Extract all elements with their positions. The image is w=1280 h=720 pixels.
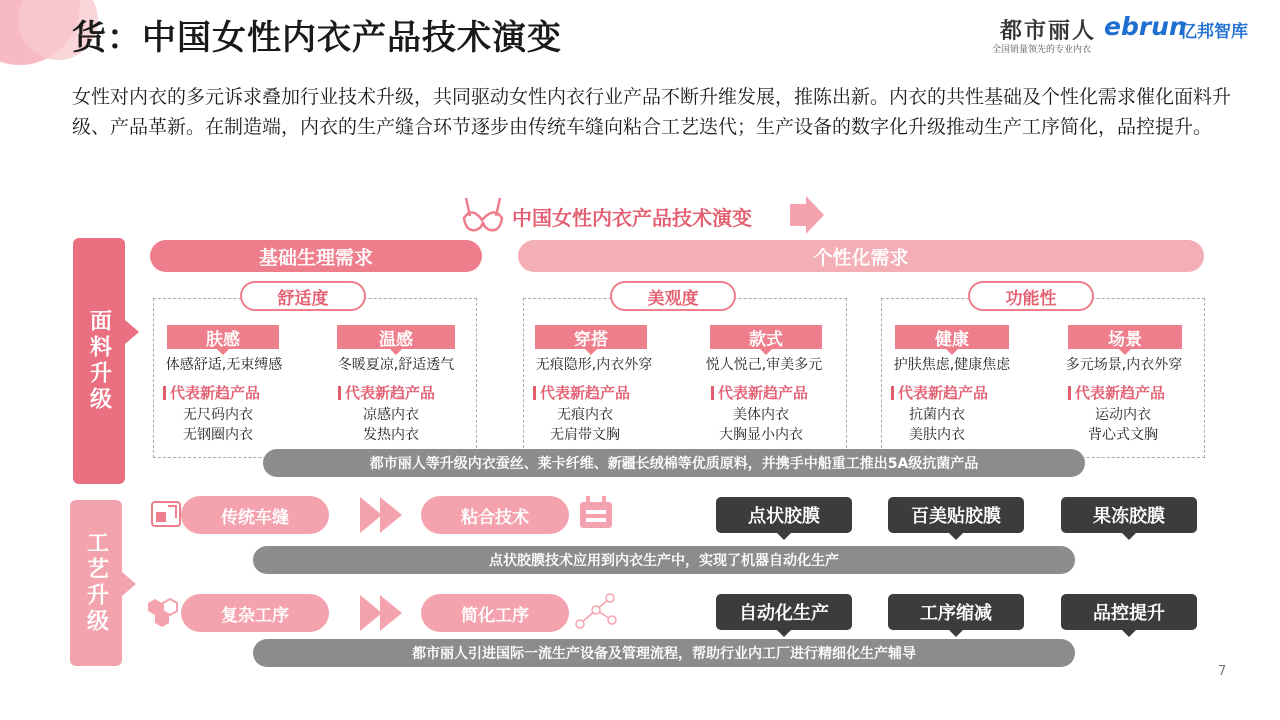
complex-process-pill: 复杂工序 [181, 594, 329, 632]
feature-tag: 健康 [895, 325, 1009, 349]
product-item: 无钢圈内衣 [183, 427, 253, 443]
product-item: 抗菌内衣 [909, 407, 965, 423]
product-item: 美肤内衣 [909, 427, 965, 443]
feature-tag: 穿搭 [535, 325, 647, 349]
result-quality-control: 品控提升 [1061, 594, 1197, 630]
feature-desc: 悦人悦己,审美多元 [705, 357, 823, 373]
group-label-comfort: 舒适度 [240, 281, 366, 311]
page-number: 7 [1218, 664, 1227, 679]
machine-icon [576, 494, 616, 534]
rep-label: 代表新趋产品 [533, 382, 630, 403]
product-item: 无痕内衣 [557, 407, 613, 423]
traditional-sewing-pill: 传统车缝 [181, 496, 329, 534]
chevron-right-icon [380, 595, 402, 631]
result-automation: 自动化生产 [716, 594, 852, 630]
feature-tag: 肤感 [167, 325, 279, 349]
feature-desc: 多元场景,内衣外穿 [1065, 357, 1183, 373]
rep-label: 代表新趋产品 [163, 382, 260, 403]
process-note-bar: 都市丽人引进国际一流生产设备及管理流程，帮助行业内工厂进行精细化生产辅导 [253, 639, 1075, 667]
intro-paragraph: 女性对内衣的多元诉求叠加行业技术升级，共同驱动女性内衣行业产品不断升维发展，推陈出新。内衣的共性基础及个性化需求催化面料升级、产品革新。在制造端，内衣的生产缝合环节逐步由传统车缝向粘合工艺迭代；生产设备的数字化升级推动生产工序简化，品控提升。 [72, 86, 1232, 138]
result-step-reduction: 工序缩减 [888, 594, 1024, 630]
group-label-appearance: 美观度 [610, 281, 736, 311]
result-baimei-film: 百美贴胶膜 [888, 497, 1024, 533]
product-item: 美体内衣 [733, 407, 789, 423]
feature-desc: 护肤焦虑,健康焦虑 [893, 357, 1011, 373]
product-item: 大胸显小内衣 [719, 427, 803, 443]
chevron-right-icon [360, 497, 382, 533]
network-icon [574, 592, 618, 630]
product-item: 背心式文胸 [1088, 427, 1158, 443]
feature-tag: 场景 [1068, 325, 1182, 349]
side-label-fabric: 面料升级 [73, 238, 125, 484]
rep-label: 代表新趋产品 [338, 382, 435, 403]
bonding-tech-pill: 粘合技术 [421, 496, 569, 534]
side-pointer [125, 320, 139, 344]
diagram-title: 中国女性内衣产品技术演变 [512, 206, 752, 230]
result-jelly-film: 果冻胶膜 [1061, 497, 1197, 533]
partner-name: 亿邦智库 [1180, 22, 1248, 42]
feature-desc: 冬暖夏凉,舒适透气 [337, 357, 455, 373]
side-pointer [122, 572, 136, 596]
feature-desc: 无痕隐形,内衣外穿 [535, 357, 653, 373]
brand-logo: 都市丽人 [1000, 19, 1097, 44]
product-item: 无尺码内衣 [183, 407, 253, 423]
partner-logo: ebrun [1104, 12, 1187, 41]
chevron-right-icon [380, 497, 402, 533]
bra-icon [460, 194, 506, 236]
group-label-function: 功能性 [968, 281, 1094, 311]
page-title: 货：中国女性内衣产品技术演变 [72, 18, 562, 58]
result-dot-film: 点状胶膜 [716, 497, 852, 533]
arrow-right-icon [790, 196, 826, 234]
product-item: 运动内衣 [1095, 407, 1151, 423]
product-item: 凉感内衣 [363, 407, 419, 423]
feature-desc: 体感舒适,无束缚感 [165, 357, 283, 373]
feature-tag: 温感 [337, 325, 455, 349]
rep-label: 代表新趋产品 [891, 382, 988, 403]
basic-needs-bar: 基础生理需求 [150, 240, 482, 272]
sewing-machine-icon [150, 498, 182, 530]
personal-needs-bar: 个性化需求 [518, 240, 1204, 272]
product-item: 发热内衣 [363, 427, 419, 443]
fabric-note-bar: 都市丽人等升级内衣蚕丝、莱卡纤维、新疆长绒棉等优质原料，并携手中船重工推出5A级抗菌产品 [263, 449, 1085, 477]
side-label-process: 工艺升级 [70, 500, 122, 666]
simplified-process-pill: 简化工序 [421, 594, 569, 632]
rep-label: 代表新趋产品 [1068, 382, 1165, 403]
chevron-right-icon [360, 595, 382, 631]
product-item: 无肩带文胸 [550, 427, 620, 443]
brand-tagline: 全国销量领先的专业内衣 [992, 45, 1092, 55]
rep-label: 代表新趋产品 [711, 382, 808, 403]
feature-tag: 款式 [710, 325, 822, 349]
process-note-bar: 点状胶膜技术应用到内衣生产中，实现了机器自动化生产 [253, 546, 1075, 574]
hexagon-icon [146, 597, 180, 629]
